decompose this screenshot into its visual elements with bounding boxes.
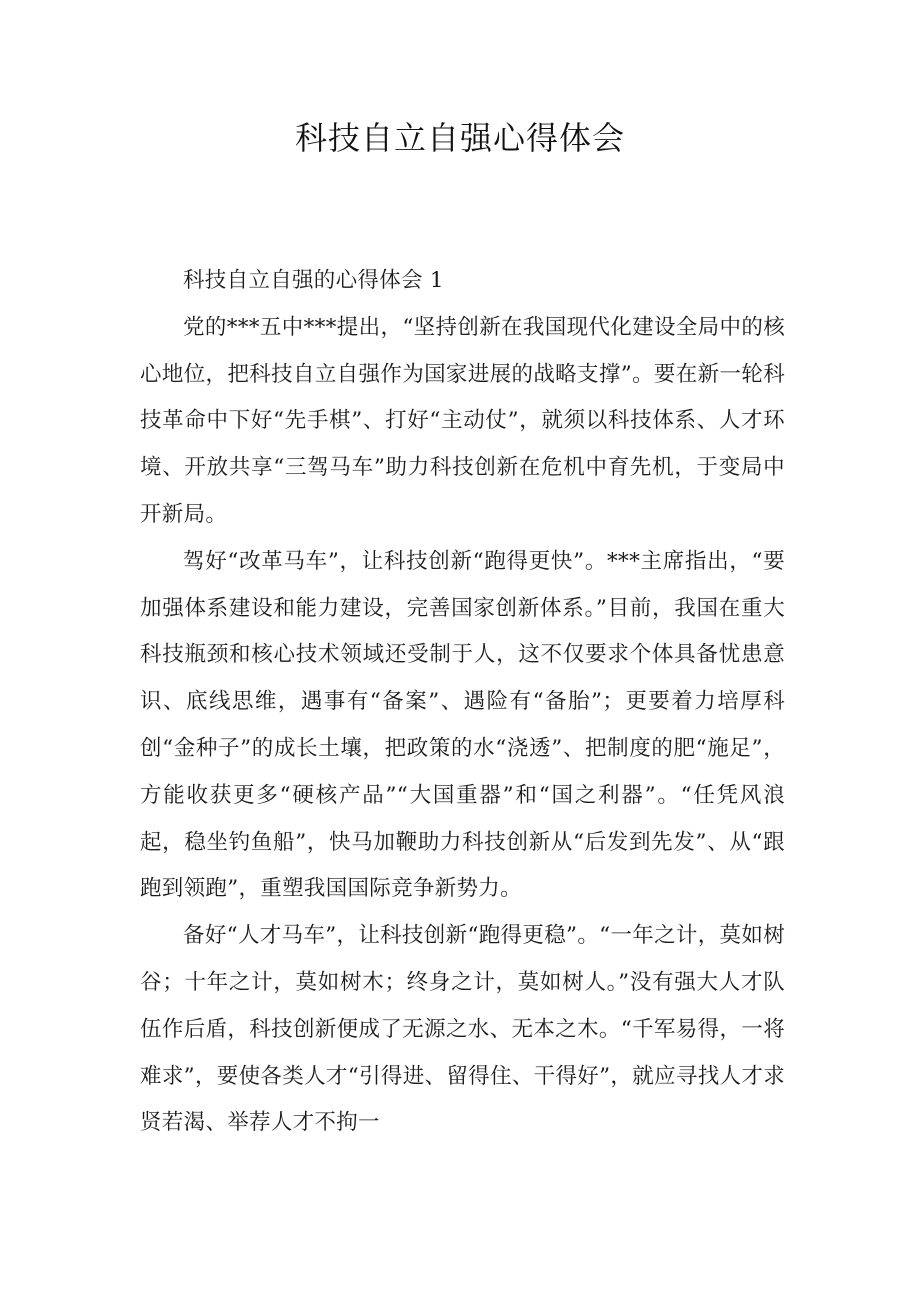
paragraph-3: 备好“人才马车”，让科技创新“跑得更稳”。“一年之计，莫如树谷；十年之计，莫如树木；终身之计，莫如树人。”没有强大人才队伍作后盾，科技创新便成了无源之水、无本之木。“千军易得，一将难求”，要使各类人才“引得进、留得住、干得好”，就应寻找人才求贤若渴、举荐人才不拘一 <box>140 923 785 1136</box>
paragraph-1: 党的***五中***提出，“坚持创新在我国现代化建设全局中的核心地位，把科技自立自强作为国家进展的战略支撑”。要在新一轮科技革命中下好“先手棋”、打好“主动仗”，就须以科技体系、人才环境、开放共享“三驾马车”助力科技创新在危机中育先机，于变局中开新局。 <box>140 314 785 527</box>
document-body <box>140 258 785 1147</box>
section-subheading: 科技自立自强的心得体会 1 <box>183 268 444 293</box>
paragraph-2: 驾好“改革马车”，让科技创新“跑得更快”。***主席指出，“要加强体系建设和能力建设，完善国家创新体系。”目前，我国在重大科技瓶颈和核心技术领域还受制于人，这不仅要求个体具备忧患意识、底线思维，遇事有“备案”、遇险有“备胎”；更要着力培厚科创“金种子”的成长土壤，把政策的水“浇透”、把制度的肥“施足”，方能收获更多“硬核产品”“大国重器”和“国之利器”。“任凭风浪起，稳坐钓鱼船”，快马加鞭助力科技创新从“后发到先发”、从“跟跑到领跑”，重塑我国国际竞争新势力。 <box>140 548 785 902</box>
document-title: 科技自立自强心得体会 <box>294 119 625 157</box>
